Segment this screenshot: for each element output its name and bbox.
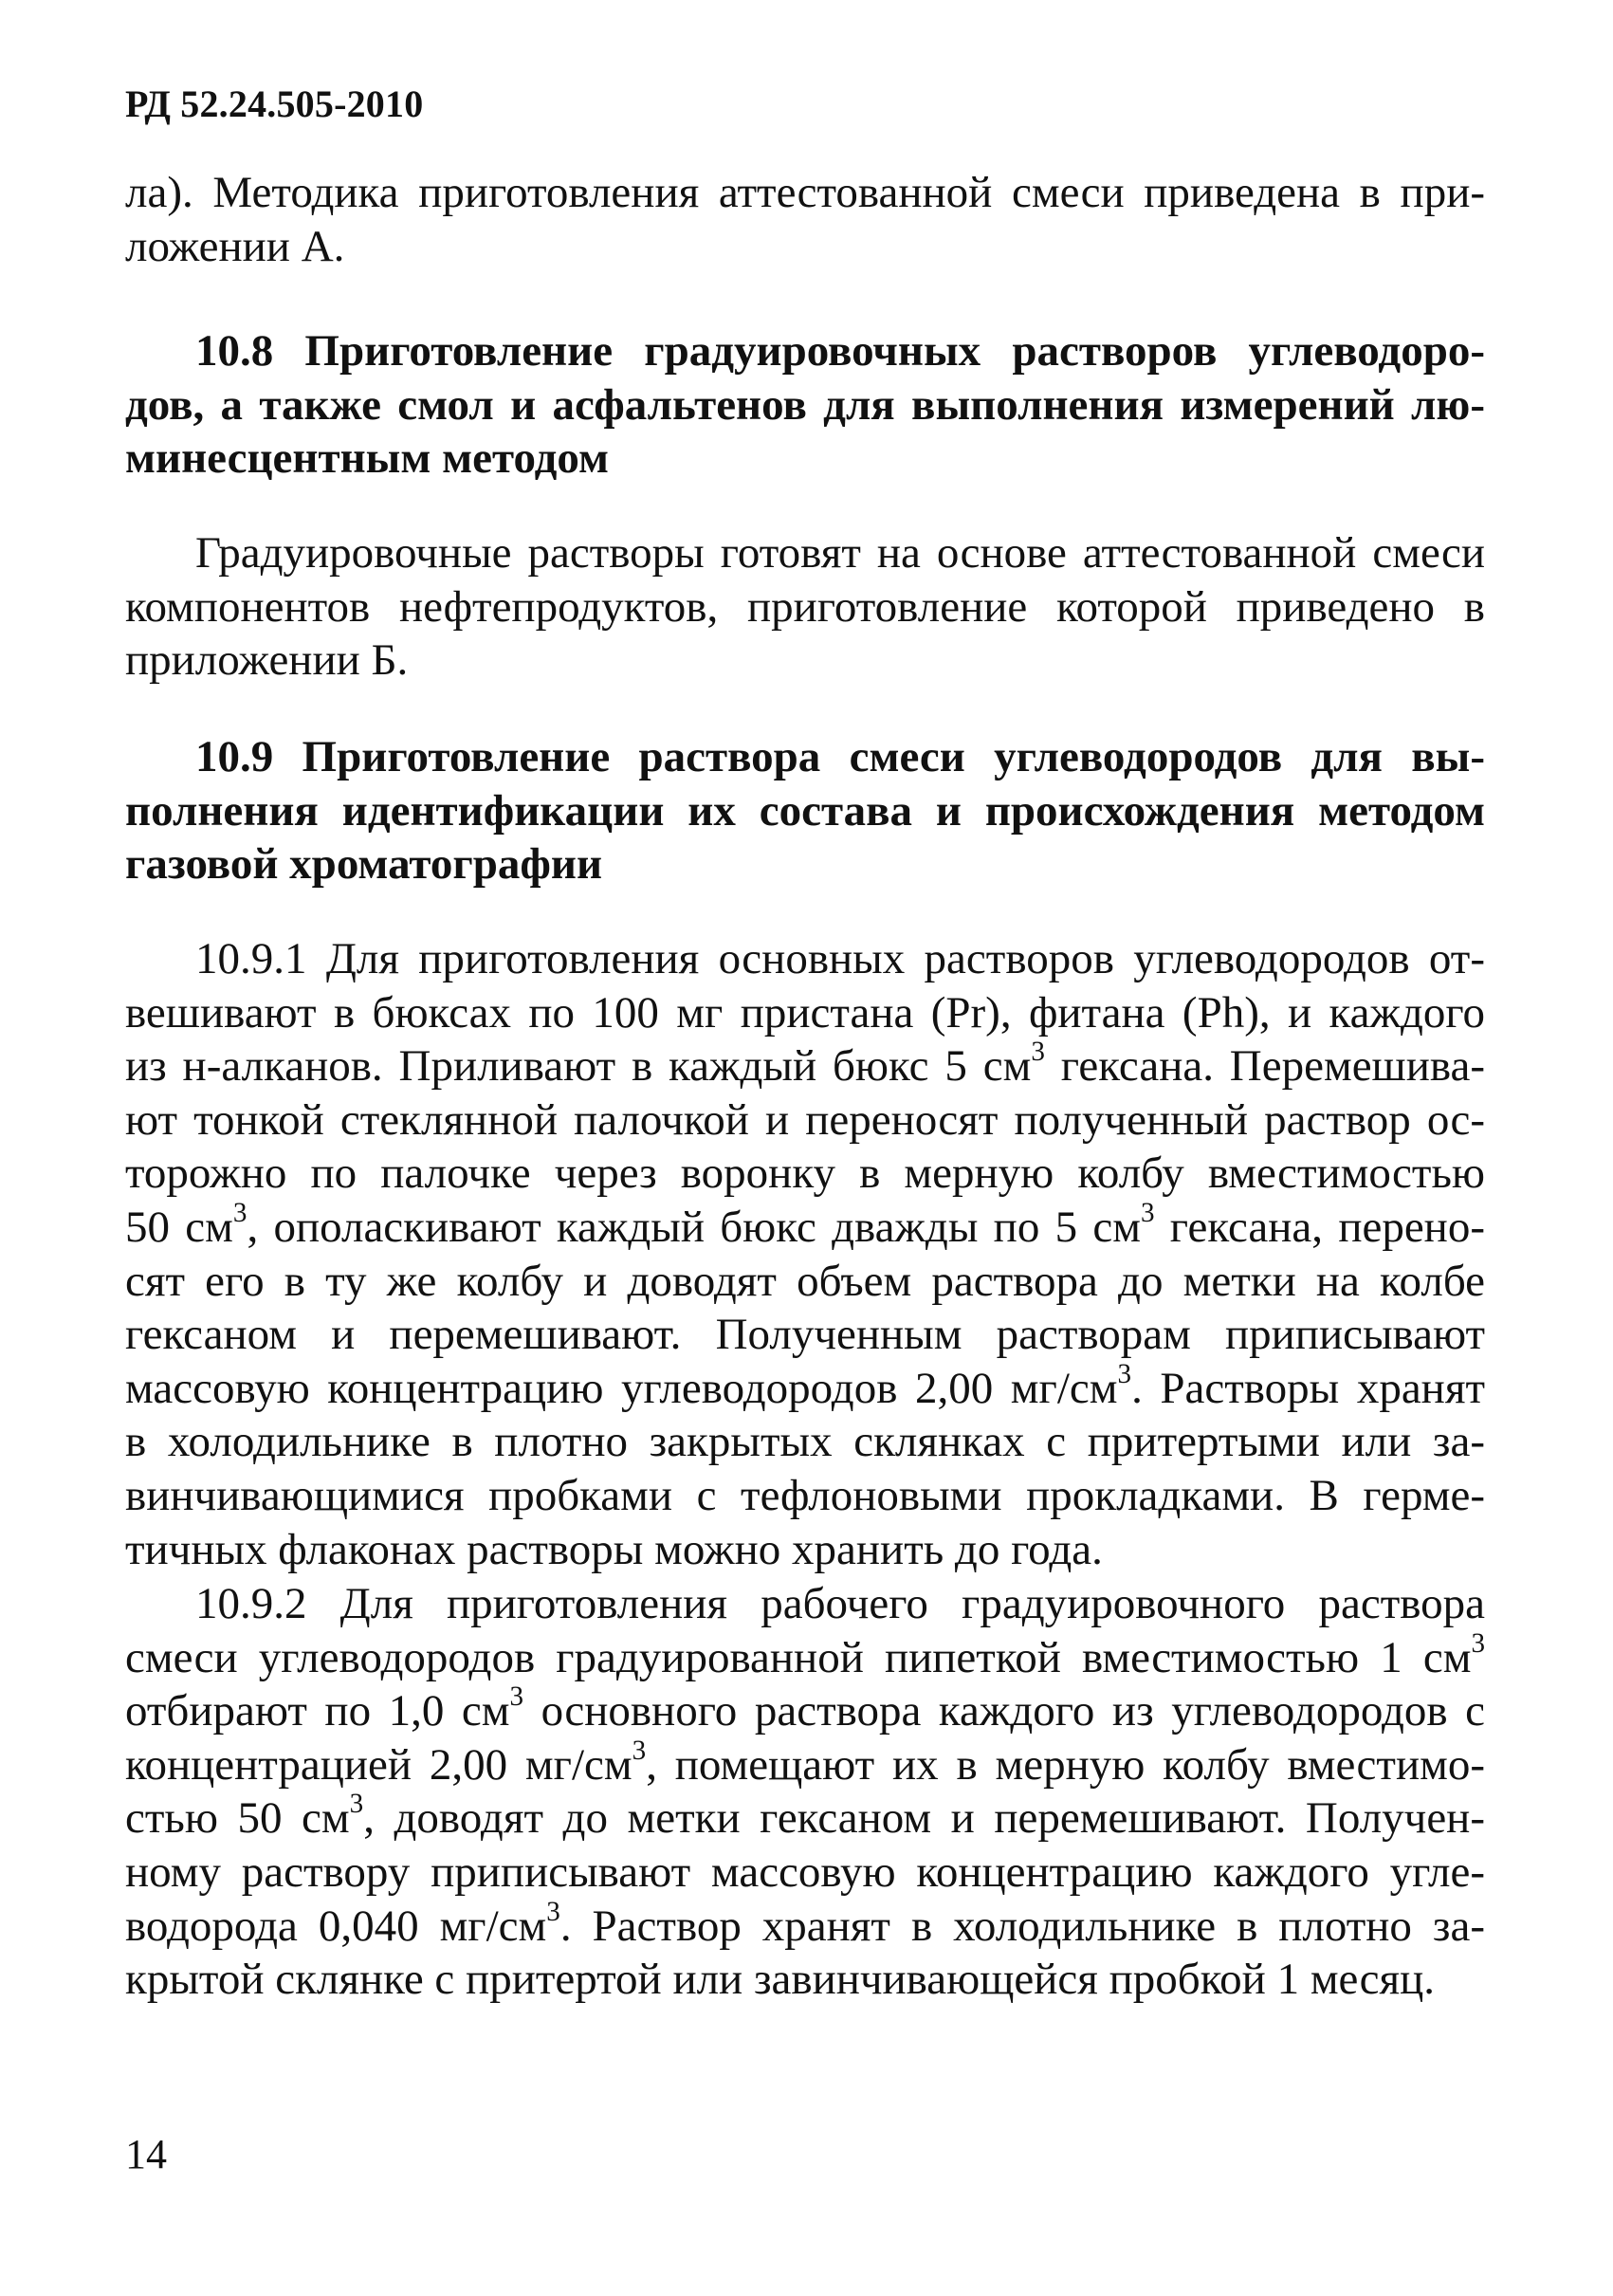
document-code-header: РД 52.24.505-2010 (125, 83, 424, 125)
text-line: Градуировочные растворы готовят на основе аттестованной смеси (195, 528, 1485, 578)
text-line: водорода 0,040 $мг/см^3$. Раствор хранят в холодильнике в плотно за- (125, 1896, 1485, 1951)
text-line: 10.9.1 Для приготовления основных растворов углеводородов от- (195, 934, 1485, 983)
text-line: гексаном и перемешивают. Полученным растворам приписывают (125, 1310, 1485, 1360)
text-line: 10.9.2 Для приготовления рабочего градуировочного раствора (195, 1579, 1485, 1628)
heading-line: 10.8 Приготовление градуировочных растворов углеводоро- (195, 326, 1485, 376)
text-line: в холодильнике в плотно закрытых склянках с притертыми или за- (125, 1417, 1485, 1467)
text-line: приложении Б. (125, 635, 409, 686)
heading-line: полнения идентификации их состава и происхождения методом (125, 785, 1485, 836)
heading-line: минесцентным методом (125, 433, 610, 484)
text-line: ному раствору приписывают массовую концентрацию каждого угле- (125, 1846, 1485, 1897)
text-line: винчивающимися пробками с тефлоновыми прокладками. В герме- (125, 1470, 1485, 1520)
text-line: массовую концентрацию углеводородов 2,00 $мг/см^3$. Растворы хранят (125, 1358, 1485, 1413)
text-line: 50 $см^3$, ополаскивают каждый бюкс дважды по 5 $см^3$ гексана, перено- (125, 1198, 1485, 1252)
text-line: ют тонкой стеклянной палочкой и переносят полученный раствор ос- (125, 1094, 1485, 1145)
text-line: ла). Методика приготовления аттестованной смеси приведена в при- (125, 168, 1485, 217)
intro-paragraph (125, 166, 1485, 273)
text-line: вешивают в бюксах по 100 мг пристана (Pr), фитана (Ph), и каждого (125, 987, 1485, 1038)
text-line: отбирают по 1,0 $см^3$ основного раствора каждого из углеводородов с (125, 1681, 1485, 1736)
text-line: торожно по палочке через воронку в мерную колбу вместимостью (125, 1148, 1485, 1199)
text-line: из н-алканов. Приливают в каждый бюкс 5 $см^3$ гексана. Перемешива- (125, 1037, 1485, 1092)
text-line: тичных флаконах растворы можно хранить до года. (125, 1524, 1103, 1574)
text-line: смеси углеводородов градуированной пипеткой вместимостью 1 $см^3$ (125, 1627, 1485, 1682)
section-10-9-heading (125, 730, 1485, 891)
section-10-8-body (125, 526, 1485, 688)
section-10-8-heading (125, 324, 1485, 486)
page-number: 14 (125, 2131, 167, 2177)
text-line: концентрацией 2,00 $мг/см^3$, помещают их в мерную колбу вместимо- (125, 1735, 1485, 1790)
text-line: стью 50 $см^3$, доводят до метки гексаном и перемешивают. Получен- (125, 1789, 1485, 1844)
text-line: сят его в ту же колбу и доводят объем раствора до метки на колбе (125, 1256, 1485, 1306)
paragraph-10-9-2 (125, 1577, 1485, 2007)
heading-line: 10.9 Приготовление раствора смеси углеводородов для вы- (195, 732, 1485, 781)
paragraph-10-9-1 (125, 932, 1485, 1576)
text-line: компонентов нефтепродуктов, приготовление которой приведено в (125, 581, 1485, 632)
heading-line: дов, а также смол и асфальтенов для выполнения измерений лю- (125, 379, 1485, 430)
text-line: крытой склянке с притертой или завинчивающейся пробкой 1 месяц. (125, 1955, 1435, 2005)
text-line: ложении А. (125, 221, 345, 271)
heading-line: газовой хроматографии (125, 839, 603, 890)
